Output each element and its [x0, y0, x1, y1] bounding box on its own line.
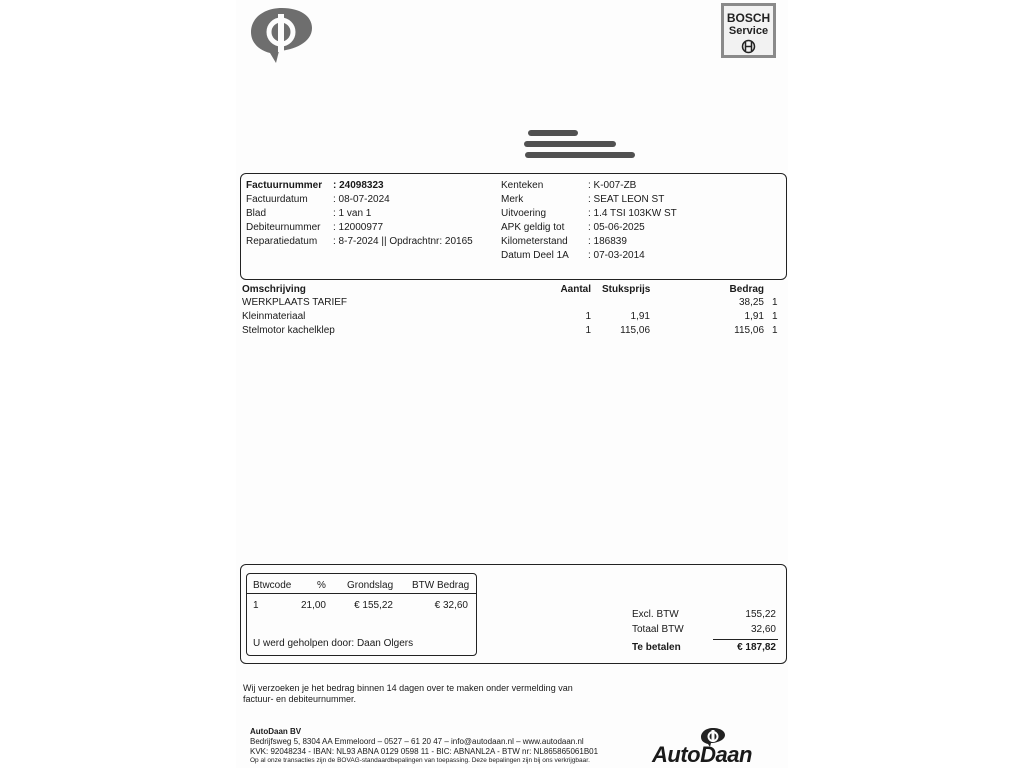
- row-amount: 1,91: [744, 311, 764, 322]
- row-amount: 115,06: [734, 325, 764, 336]
- vat-amount-header: BTW Bedrag: [412, 580, 470, 591]
- variant-label: Uitvoering: [501, 208, 547, 219]
- amount-due-label: Te betalen: [632, 642, 681, 653]
- row-vat-code: 1: [772, 311, 778, 322]
- excl-vat-label: Excl. BTW: [632, 609, 679, 620]
- row-description: WERKPLAATS TARIEF: [242, 297, 348, 308]
- registration-date-label: Datum Deel 1A: [501, 250, 569, 261]
- variant-value: : 1.4 TSI 103KW ST: [588, 208, 677, 219]
- amount-due-value: € 187,82: [737, 642, 776, 653]
- vat-code-header: Btwcode: [253, 580, 292, 591]
- col-description-header: Omschrijving: [242, 284, 306, 295]
- registration-date-value: : 07-03-2014: [588, 250, 645, 261]
- excl-vat-value: 155,22: [745, 609, 776, 620]
- footer-terms: Op al onze transacties zijn de BOVAG-standaardbepalingen van toepassing. Deze bepalingen zijn bij ons verkrijgbaar.: [250, 757, 590, 764]
- invoice-number-value: : 24098323: [333, 180, 384, 191]
- autodaan-wordmark: AutoDaan: [652, 742, 752, 767]
- row-vat-code: 1: [772, 297, 778, 308]
- totals-divider: [713, 639, 778, 640]
- vat-header-divider: [247, 593, 476, 594]
- plate-value: : K-007-ZB: [588, 180, 637, 191]
- bosch-label: BOSCH: [726, 11, 771, 25]
- col-amount-header: Bedrag: [729, 284, 764, 295]
- payment-note-line2: factuur- en debiteurnummer.: [243, 694, 357, 704]
- autodaan-logo-icon: [248, 6, 316, 64]
- page-label: Blad: [246, 208, 267, 219]
- bosch-service-badge: [721, 3, 776, 58]
- make-label: Merk: [501, 194, 524, 205]
- plate-label: Kenteken: [501, 180, 544, 191]
- row-description: Stelmotor kachelklep: [242, 325, 335, 336]
- bosch-armature-icon: [741, 39, 756, 54]
- footer-registration: KVK: 92048234 - IBAN: NL93 ABNA 0129 0598 11 - BIC: ABNANL2A - BTW nr: NL865865061B01: [250, 747, 599, 756]
- vat-amount-value: € 32,60: [434, 600, 468, 611]
- row-price: 115,06: [620, 325, 650, 336]
- total-vat-value: 32,60: [750, 624, 776, 635]
- vat-base-header: Grondslag: [347, 580, 394, 591]
- debtor-number-label: Debiteurnummer: [246, 222, 321, 233]
- footer-company: AutoDaan BV: [250, 727, 302, 736]
- vat-base-value: € 155,22: [354, 600, 393, 611]
- row-vat-code: 1: [772, 325, 778, 336]
- row-amount: 38,25: [738, 297, 764, 308]
- vat-code-value: 1: [253, 600, 259, 611]
- apk-value: : 05-06-2025: [588, 222, 645, 233]
- row-qty: 1: [585, 325, 591, 336]
- invoice-date-label: Factuurdatum: [246, 194, 308, 205]
- col-price-header: Stuksprijs: [602, 284, 651, 295]
- row-qty: 1: [585, 311, 591, 322]
- invoice-date-value: : 08-07-2024: [333, 194, 390, 205]
- vat-pct-header: %: [317, 580, 326, 591]
- payment-note-line1: Wij verzoeken je het bedrag binnen 14 dagen over te maken onder vermelding van: [243, 683, 573, 693]
- make-value: : SEAT LEON ST: [588, 194, 665, 205]
- mileage-label: Kilometerstand: [501, 236, 568, 247]
- row-price: 1,91: [630, 311, 650, 322]
- debtor-number-value: : 12000977: [333, 222, 384, 233]
- col-qty-header: Aantal: [560, 284, 591, 295]
- vat-pct-value: 21,00: [300, 600, 326, 611]
- page-value: : 1 van 1: [333, 208, 372, 219]
- service-label: Service: [728, 25, 769, 37]
- apk-label: APK geldig tot: [501, 222, 565, 233]
- repair-date-label: Reparatiedatum: [246, 236, 318, 247]
- row-description: Kleinmateriaal: [242, 311, 306, 322]
- helped-by-text: U werd geholpen door: Daan Olgers: [253, 638, 414, 649]
- invoice-number-label: Factuurnummer: [246, 180, 323, 191]
- total-vat-label: Totaal BTW: [632, 624, 684, 635]
- footer-address: Bedrijfsweg 5, 8304 AA Emmeloord – 0527 – 61 20 47 – info@autodaan.nl – www.autodaan.nl: [250, 737, 584, 746]
- repair-date-value: : 8-7-2024 || Opdrachtnr: 20165: [333, 236, 473, 247]
- mileage-value: : 186839: [588, 236, 627, 247]
